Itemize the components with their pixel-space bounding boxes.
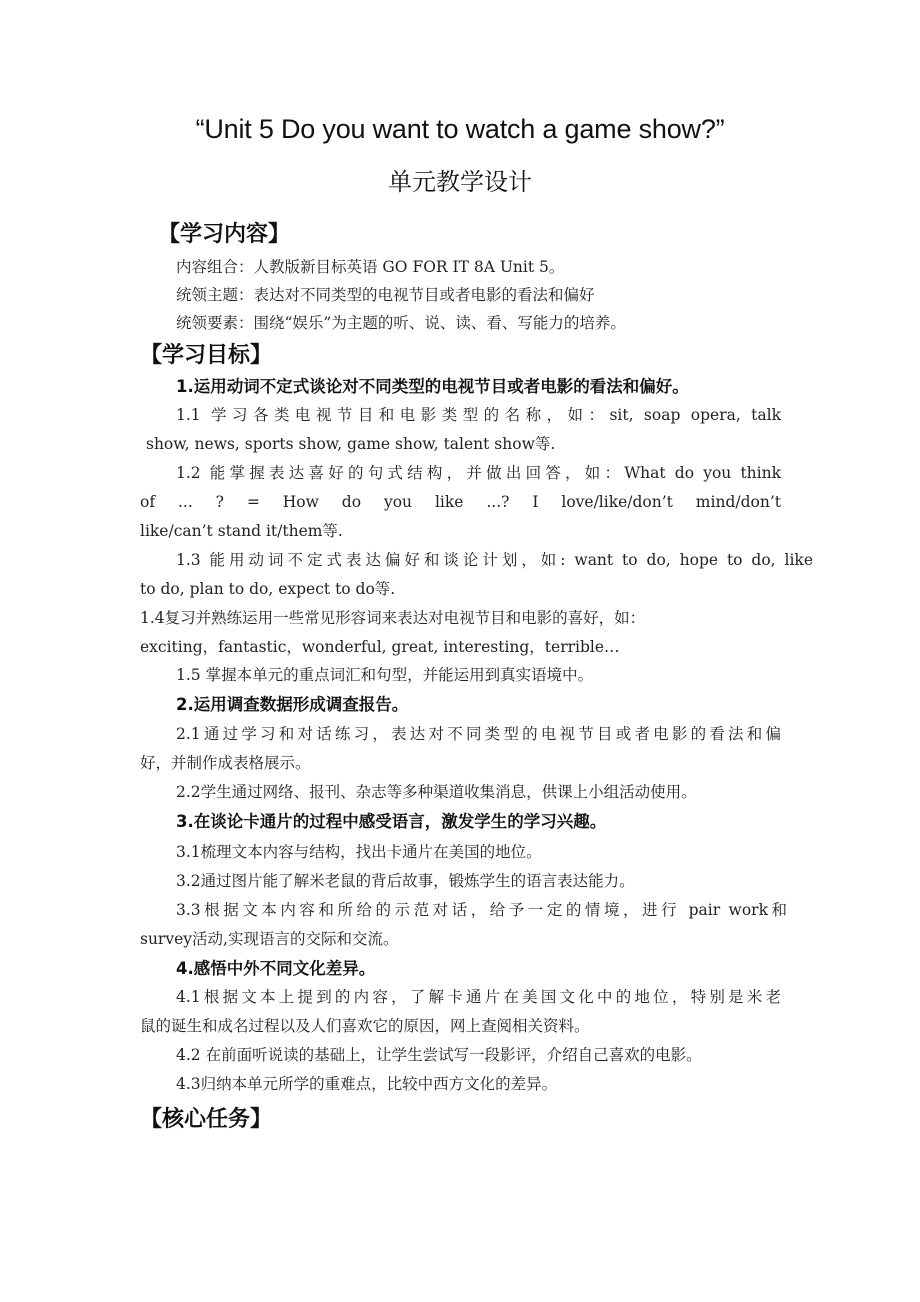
goal-line: to do, plan to do, expect to do等. [140,580,396,598]
content-line: 统领要素：围绕“娱乐”为主题的听、说、读、看、写能力的培养。 [176,314,626,332]
content-line: 内容组合：人教版新目标英语 GO FOR IT 8A Unit 5。 [176,258,565,276]
goal-text: 2.1通过学习和对话练习，表达对不同类型的电视节目或者电影的看法和偏 [176,725,781,743]
goal-line: exciting，fantastic，wonderful, great, interesting，terrible… [140,638,620,656]
document-subtitle: 单元教学设计 [388,168,532,196]
goal-text: 3.3根据文本内容和所给的示范对话，给予一定的情境，进行 pair work和 [176,901,787,919]
section-heading-goals: 【学习目标】 [140,343,273,368]
section-heading-content: 【学习内容】 [158,222,291,247]
goal-line: survey活动,实现语言的交际和交流。 [140,930,399,948]
goal-text: 1.2 能掌握表达喜好的句式结构，并做出回答，如：What do you think [176,464,781,482]
goal-line [176,466,781,482]
document-title: “Unit 5 Do you want to watch a game show?” [195,114,725,144]
goal-heading-3: 3.在谈论卡通片的过程中感受语言，激发学生的学习兴趣。 [176,812,607,831]
goal-line [176,408,781,424]
goal-text: 4.1根据文本上提到的内容，了解卡通片在美国文化中的地位，特别是米老 [176,988,781,1006]
goal-line: 1.4复习并熟练运用一些常见形容词来表达对电视节目和电影的喜好，如： [140,609,646,627]
goal-line: 3.2通过图片能了解米老鼠的背后故事，锻炼学生的语言表达能力。 [176,872,635,890]
goal-text: 1.1 学习各类电视节目和电影类型的名称，如：sit, soap opera, talk [176,406,781,424]
goal-line: 鼠的诞生和成名过程以及人们喜欢它的原因，网上查阅相关资料。 [140,1017,590,1035]
goal-line [176,553,813,569]
goal-line: 2.2学生通过网络、报刊、杂志等多种渠道收集消息，供课上小组活动使用。 [176,783,697,801]
goal-line [176,727,781,743]
goal-line: 好，并制作成表格展示。 [140,754,311,772]
goal-line [176,990,781,1006]
goal-line: 1.5 掌握本单元的重点词汇和句型，并能运用到真实语境中。 [176,666,594,684]
goal-line: 4.2 在前面听说读的基础上，让学生尝试写一段影评，介绍自己喜欢的电影。 [176,1046,702,1064]
goal-line: 3.1梳理文本内容与结构，找出卡通片在美国的地位。 [176,843,542,861]
goal-heading-4: 4.感悟中外不同文化差异。 [176,959,376,978]
goal-line: show, news, sports show, game show, talent show等. [146,435,556,453]
goal-line: like/can’t stand it/them等. [140,522,343,540]
goal-line [140,495,781,511]
goal-heading-1: 1.运用动词不定式谈论对不同类型的电视节目或者电影的看法和偏好。 [176,377,689,396]
goal-line [176,903,787,919]
goal-heading-2: 2.运用调查数据形成调查报告。 [176,695,409,714]
goal-text: of ... ? = How do you like ...? I love/like/don’t mind/don’t [140,493,781,511]
goal-text: 1.3 能用动词不定式表达偏好和谈论计划，如: want to do, hope to do, like [176,551,813,569]
section-heading-core-task: 【核心任务】 [140,1107,273,1132]
goal-line: 4.3归纳本单元所学的重难点，比较中西方文化的差异。 [176,1075,558,1093]
content-line: 统领主题：表达对不同类型的电视节目或者电影的看法和偏好 [176,286,595,304]
